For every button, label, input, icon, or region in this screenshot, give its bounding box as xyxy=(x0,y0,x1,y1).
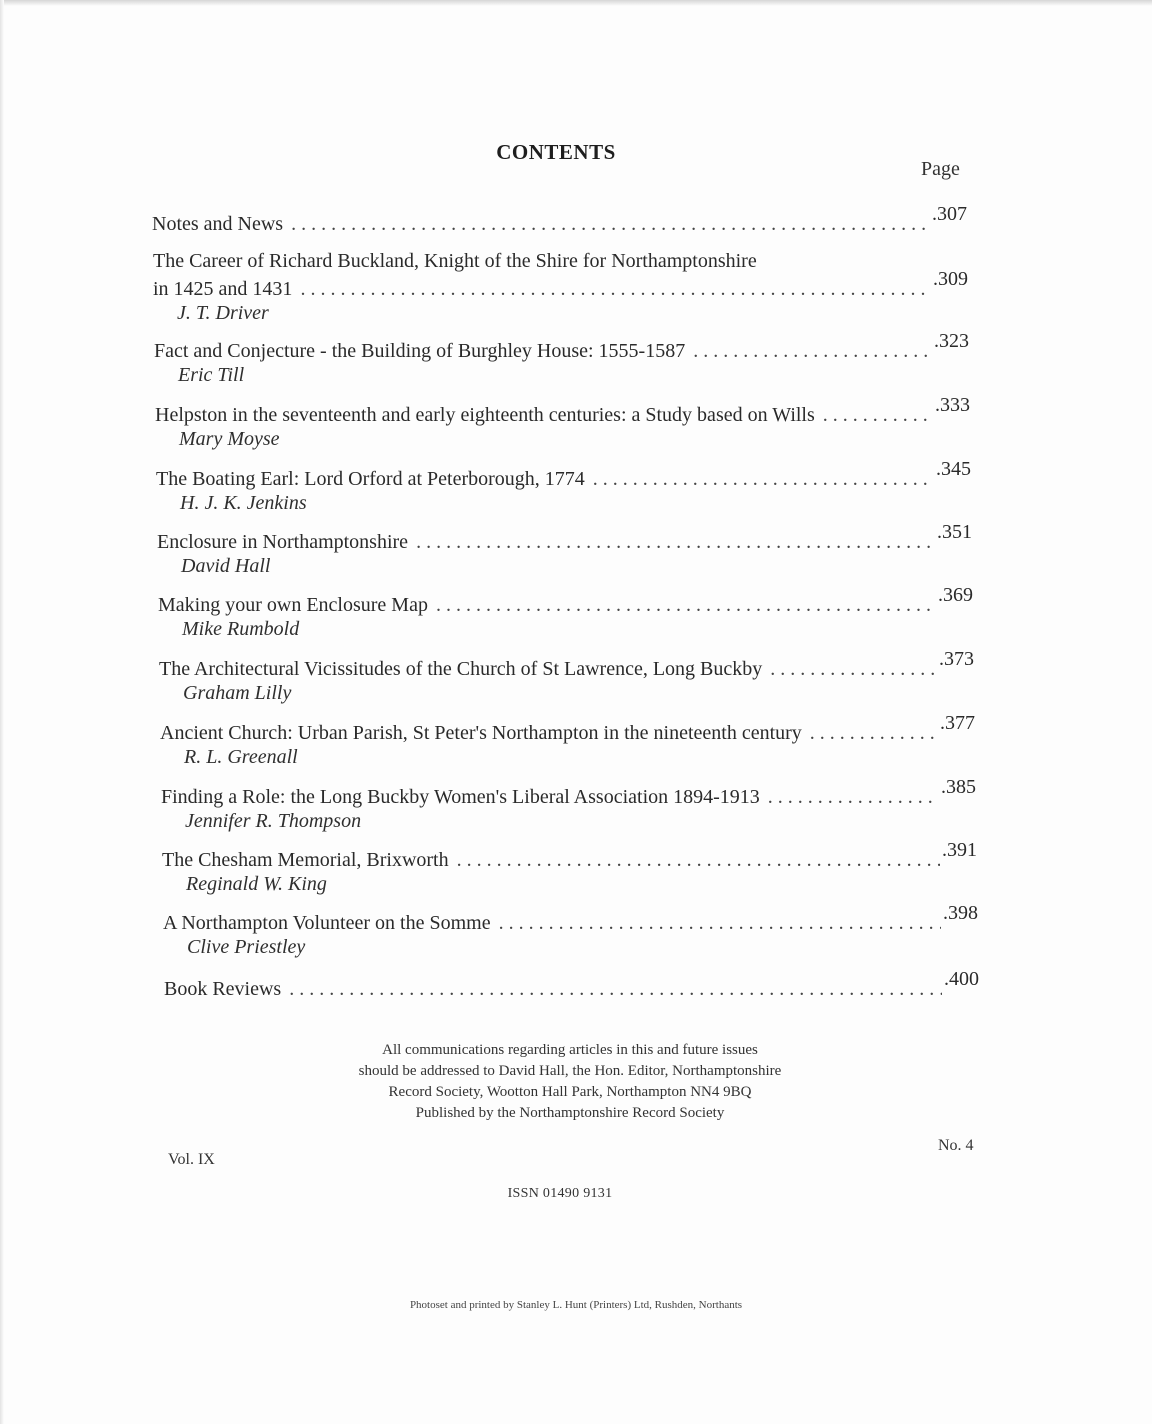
toc-entry-title: Ancient Church: Urban Parish, St Peter's Northampton in the nineteenth century xyxy=(160,722,802,744)
toc-entry-page: .345 xyxy=(936,458,971,480)
toc-entry-author: David Hall xyxy=(181,555,271,577)
toc-entry-page: .391 xyxy=(942,839,977,861)
dot-leader xyxy=(593,466,934,492)
dot-leader xyxy=(810,720,938,746)
toc-entry-title: The Boating Earl: Lord Orford at Peterborough, 1774 xyxy=(156,468,585,490)
toc-entry-title: Enclosure in Northamptonshire xyxy=(157,531,409,553)
toc-entry-title: Making your own Enclosure Map xyxy=(158,594,428,616)
toc-entry-richard-buckland[interactable] xyxy=(153,248,968,326)
note-line: Record Society, Wootton Hall Park, Northampton NN4 9BQ xyxy=(388,1084,752,1100)
toc-entry-enclosure[interactable] xyxy=(157,521,972,579)
dot-leader xyxy=(416,529,935,555)
note-line: should be addressed to David Hall, the Hon. Editor, Northamptonshire xyxy=(358,1063,782,1079)
toc-entry-title: A Northampton Volunteer on the Somme xyxy=(163,912,491,934)
dot-leader xyxy=(768,784,939,810)
dot-leader xyxy=(693,338,932,364)
toc-entry-author: Jennifer R. Thompson xyxy=(185,810,362,832)
note-line: Published by the Northamptonshire Record Society xyxy=(415,1105,725,1121)
toc-entry-helpston[interactable] xyxy=(155,394,970,452)
volume-label: Vol. IX xyxy=(168,1151,215,1168)
toc-entry-title: Notes and News xyxy=(152,213,284,235)
dot-leader xyxy=(823,402,933,428)
toc-entry-finding-a-role[interactable] xyxy=(161,776,976,834)
toc-entry-page: .373 xyxy=(939,648,974,670)
toc-entry-enclosure-map[interactable] xyxy=(158,584,973,642)
toc-entry-author: Mary Moyse xyxy=(179,428,280,450)
note-line: All communications regarding articles in this and future issues xyxy=(382,1042,758,1058)
toc-entry-page: .333 xyxy=(935,394,970,416)
toc-entry-author: Mike Rumbold xyxy=(182,618,300,640)
toc-entry-st-lawrence[interactable] xyxy=(159,648,974,706)
toc-entry-page: .400 xyxy=(944,968,979,990)
toc-entry-author: Graham Lilly xyxy=(183,682,292,704)
toc-entry-chesham-memorial[interactable] xyxy=(162,839,977,897)
toc-entry-st-peters[interactable] xyxy=(160,712,975,770)
toc-entry-page: .377 xyxy=(940,712,975,734)
dot-leader xyxy=(457,847,940,873)
dot-leader xyxy=(770,656,937,682)
toc-entry-page: .351 xyxy=(937,521,972,543)
dot-leader xyxy=(436,592,936,618)
toc-entry-page: .307 xyxy=(932,203,967,225)
toc-entry-title: Fact and Conjecture - the Building of Burghley House: 1555-1587 xyxy=(154,340,686,362)
toc-entry-somme-volunteer[interactable] xyxy=(163,902,978,960)
page-title: CONTENTS xyxy=(496,140,616,164)
toc-entry-author: H. J. K. Jenkins xyxy=(180,492,307,514)
dot-leader xyxy=(289,976,942,1002)
printer-credit: Photoset and printed by Stanley L. Hunt (Printers) Ltd, Rushden, Northants xyxy=(409,1299,743,1311)
toc-entry-title: The Architectural Vicissitudes of the Church of St Lawrence, Long Buckby xyxy=(159,658,763,680)
toc-entry-title: The Career of Richard Buckland, Knight of the Shire for Northamptonshire xyxy=(153,250,757,272)
communications-note xyxy=(250,1040,890,1124)
dot-leader xyxy=(300,276,931,302)
toc-entry-book-reviews[interactable] xyxy=(164,968,979,1002)
toc-entry-page: .398 xyxy=(943,902,978,924)
toc-entry-title: The Chesham Memorial, Brixworth xyxy=(162,849,449,871)
dot-leader xyxy=(291,211,930,237)
toc-entry-page: .385 xyxy=(941,776,976,798)
toc-entry-burghley-house[interactable] xyxy=(154,330,969,388)
toc-entry-author: Reginald W. King xyxy=(186,873,327,895)
toc-entry-title: Finding a Role: the Long Buckby Women's Liberal Association 1894-1913 xyxy=(161,786,760,808)
issue-number: No. 4 xyxy=(938,1137,974,1154)
toc-entry-title: Helpston in the seventeenth and early eighteenth centuries: a Study based on Wills xyxy=(155,404,815,426)
toc-entry-notes-and-news[interactable] xyxy=(152,203,967,237)
page-column-label: Page xyxy=(921,158,960,180)
toc-entry-boating-earl[interactable] xyxy=(156,458,971,516)
toc-entry-title-line2: in 1425 and 1431 xyxy=(153,278,293,300)
toc-entry-title: Book Reviews xyxy=(164,978,282,1000)
toc-entry-author: Clive Priestley xyxy=(187,936,306,958)
toc-entry-page: .369 xyxy=(938,584,973,606)
issn: ISSN 01490 9131 xyxy=(507,1186,613,1201)
toc-entry-page: .323 xyxy=(934,330,969,352)
toc-entry-author: R. L. Greenall xyxy=(184,746,298,768)
toc-entry-page: .309 xyxy=(933,268,968,290)
toc-entry-author: Eric Till xyxy=(178,364,245,386)
dot-leader xyxy=(499,910,941,936)
toc-entry-author: J. T. Driver xyxy=(177,302,269,324)
